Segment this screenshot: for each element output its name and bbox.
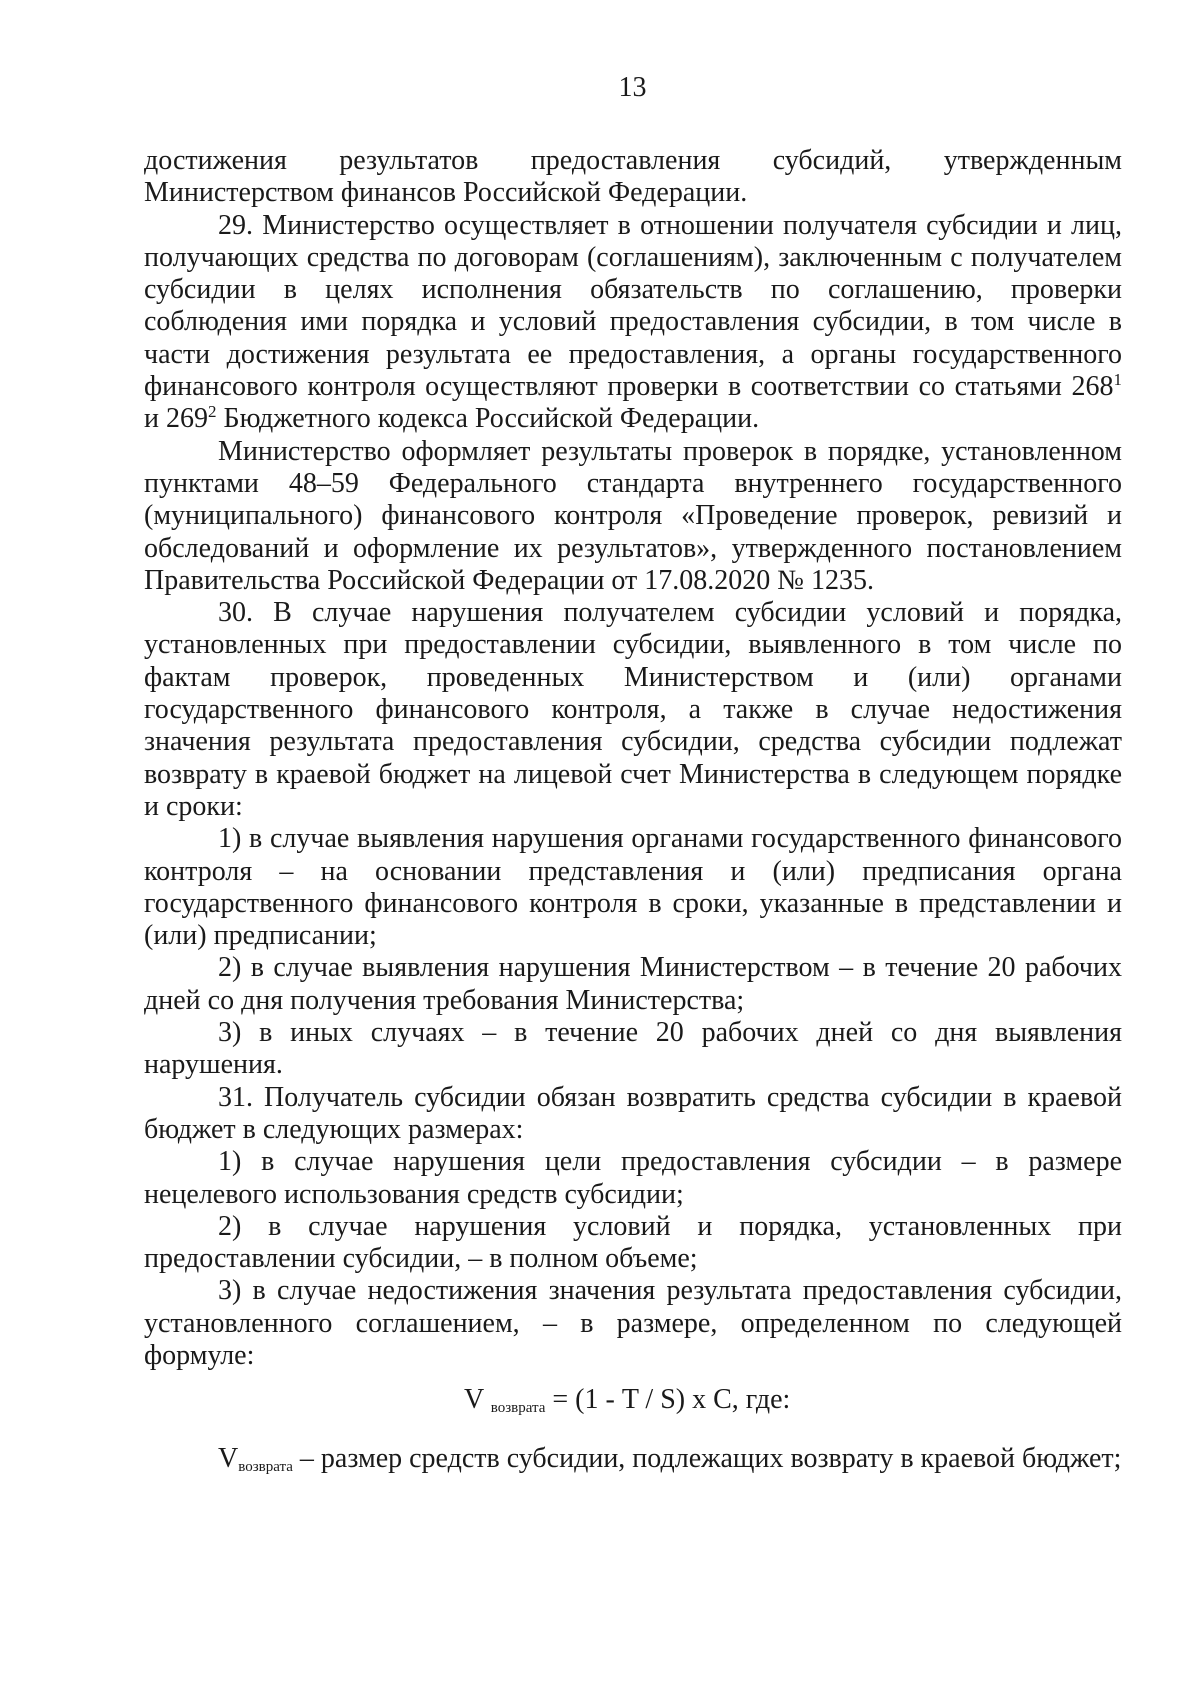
list-item-31-1: 1) в случае нарушения цели предоставления субсидии – в размере нецелевого использования средств субсидии; [144,1146,1122,1210]
paragraph-29 [144,210,1122,436]
formula-expression: = (1 - T / S) x C, где: [545,1384,791,1416]
paragraph-29-text-b: и 269 [144,403,208,435]
formula-variable: V [464,1384,484,1416]
paragraph-continuation: достижения результатов предоставления субсидий, утвержденным Министерством финансов Российской Федерации. [144,145,1122,209]
list-item-31-3: 3) в случае недостижения значения результата предоставления субсидии, установленного соглашением, – в размере, определенном по следующей формуле: [144,1275,1122,1371]
formula-definition [144,1443,1122,1479]
paragraph-29-text-a: 29. Министерство осуществляет в отношении получателя субсидии и лиц, получающих средства по договорам (соглашениям), заключенным с получателем субсидии в целях исполнения обязательств по соглашению, проверки соблюдения ими порядка и условий предоставления субсидии, в том числе в части достижения результата ее предоставления, а органы государственного финансового контроля осуществляют проверки в соответствии со статьями 268 [144,209,1122,403]
list-item-30-3: 3) в иных случаях – в течение 20 рабочих дней со дня выявления нарушения. [144,1017,1122,1081]
document-body [144,145,1122,1480]
page-number: 13 [618,72,647,103]
spacer [144,1423,1122,1443]
definition-subscript: возврата [238,1459,293,1476]
refund-formula [144,1377,1122,1423]
definition-text: – размер средств субсидии, подлежащих возврату в краевой бюджет; [292,1443,1122,1475]
list-item-30-1: 1) в случае выявления нарушения органами государственного финансового контроля – на основании представления и (или) предписания органа государственного финансового контроля в сроки, указанные в представлении и (или) предписании; [144,823,1122,952]
formula-subscript: возврата [490,1400,546,1417]
paragraph-30: 30. В случае нарушения получателем субсидии условий и порядка, установленных при предоставлении субсидии, выявленного в том числе по фактам проверок, проведенных Министерством и (или) органами государственного финансового контроля, а также в случае недостижения значения результата предоставления субсидии, средства субсидии подлежат возврату в краевой бюджет на лицевой счет Министерства в следующем порядке и сроки: [144,597,1122,822]
definition-variable: V [218,1443,239,1475]
list-item-30-2: 2) в случае выявления нарушения Министерством – в течение 20 рабочих дней со дня получения требования Министерства; [144,952,1122,1016]
list-item-31-2: 2) в случае нарушения условий и порядка, установленных при предоставлении субсидии, – в полном объеме; [144,1210,1122,1275]
superscript-1: 1 [1113,370,1122,390]
superscript-2: 2 [207,402,217,422]
paragraph-29-text-c: Бюджетного кодекса Российской Федерации. [216,403,760,435]
paragraph-inspection-results: Министерство оформляет результаты проверок в порядке, установленном пунктами 48–59 Федерального стандарта внутреннего государственного (муниципального) финансового контроля «Проведение проверок, ревизий и обследований и оформление их результатов», утвержденного постановлением Правительства Российской Федерации от 17.08.2020 № 1235. [144,435,1122,596]
paragraph-31: 31. Получатель субсидии обязан возвратить средства субсидии в краевой бюджет в следующих размерах: [144,1081,1122,1145]
